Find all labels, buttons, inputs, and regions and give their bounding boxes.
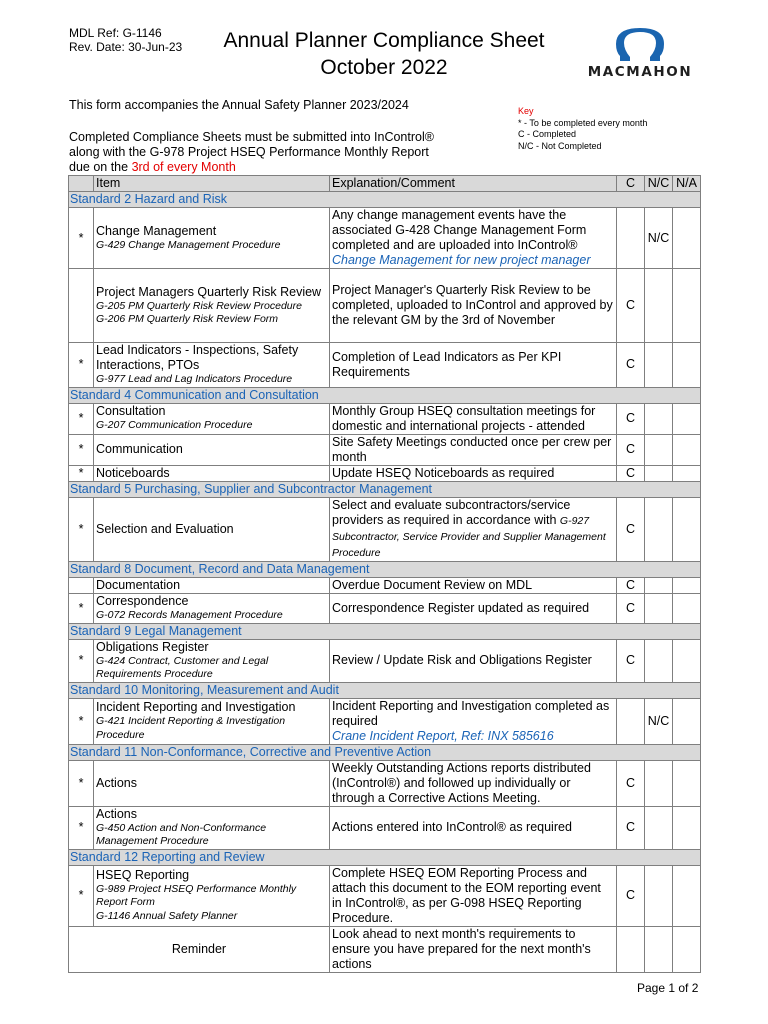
item-cell: [94, 698, 330, 744]
completed-cell[interactable]: C: [617, 269, 645, 343]
title-line-1: Annual Planner Compliance Sheet: [223, 29, 545, 52]
item-title: Noticeboards: [94, 465, 330, 481]
item-cell: [94, 343, 330, 388]
header-item: Item: [94, 176, 330, 192]
not-applicable-cell[interactable]: [673, 497, 701, 561]
monthly-marker: *: [69, 403, 94, 434]
explanation-cell: Complete HSEQ EOM Reporting Process and attach this document to the EOM reporting event in InControl®, as per G-098 HSEQ Reporting Procedure.: [330, 865, 617, 926]
item-reference: G-429 Change Management Procedure: [96, 238, 281, 251]
key-completed: C - Completed: [518, 129, 577, 139]
item-title: Actions: [96, 806, 137, 821]
due-date-emphasis: 3rd of every Month: [131, 160, 236, 174]
section-heading: Standard 9 Legal Management: [69, 623, 701, 639]
intro-line-2: Completed Compliance Sheets must be submitted into InControl®: [69, 130, 434, 144]
item-title: Incident Reporting and Investigation: [96, 700, 296, 714]
section-heading: Standard 12 Reporting and Review: [69, 849, 701, 865]
not-completed-cell[interactable]: [645, 865, 673, 926]
section-heading: Standard 2 Hazard and Risk: [69, 192, 701, 208]
monthly-marker: *: [69, 497, 94, 561]
explanation-cell: Look ahead to next month's requirements to ensure you have prepared for the next month's actions: [330, 926, 617, 972]
not-applicable-cell[interactable]: [673, 806, 701, 849]
table-row: [69, 698, 701, 744]
table-row: [69, 639, 701, 682]
explanation-cell: Overdue Document Review on MDL: [330, 577, 617, 593]
completed-cell[interactable]: C: [617, 343, 645, 388]
macmahon-logo: [578, 26, 702, 86]
not-completed-cell[interactable]: [645, 593, 673, 623]
item-title: Correspondence: [96, 593, 189, 608]
monthly-marker: *: [69, 698, 94, 744]
item-title: Communication: [94, 434, 330, 465]
item-cell: [94, 593, 330, 623]
completed-cell[interactable]: [617, 926, 645, 972]
not-applicable-cell[interactable]: [673, 269, 701, 343]
explanation-cell: Weekly Outstanding Actions reports distributed (InControl®) and followed up individually or through a Corrective Actions Meeting.: [330, 760, 617, 806]
comment-text: Crane Incident Report, Ref: INX 585616: [332, 728, 554, 743]
not-applicable-cell[interactable]: [673, 926, 701, 972]
item-cell: [94, 269, 330, 343]
not-applicable-cell[interactable]: [673, 434, 701, 465]
not-applicable-cell[interactable]: [673, 639, 701, 682]
key-star: * - To be completed every month: [518, 117, 648, 128]
not-applicable-cell[interactable]: [673, 465, 701, 481]
not-applicable-cell[interactable]: [673, 760, 701, 806]
header-explanation: Explanation/Comment: [330, 176, 617, 192]
explanation-cell: Completion of Lead Indicators as Per KPI Requirements: [330, 343, 617, 388]
item-title: Change Management: [96, 223, 217, 238]
item-title: Actions: [94, 760, 330, 806]
item-title: Obligations Register: [96, 639, 209, 654]
completed-cell[interactable]: C: [617, 806, 645, 849]
key-not-completed: N/C - Not Completed: [518, 140, 602, 151]
completed-cell[interactable]: C: [617, 865, 645, 926]
table-row: [69, 269, 701, 343]
not-applicable-cell[interactable]: [673, 593, 701, 623]
not-applicable-cell[interactable]: [673, 343, 701, 388]
monthly-marker: *: [69, 593, 94, 623]
completed-cell[interactable]: C: [617, 465, 645, 481]
item-reference: G-206 PM Quarterly Risk Review Form: [96, 313, 279, 325]
item-reference: G-207 Communication Procedure: [96, 419, 253, 432]
not-applicable-cell[interactable]: [673, 208, 701, 269]
item-cell: [94, 639, 330, 682]
table-row: [69, 465, 701, 481]
completed-cell[interactable]: C: [617, 639, 645, 682]
item-title: Consultation: [96, 404, 166, 419]
section-heading: Standard 8 Document, Record and Data Management: [69, 561, 701, 577]
completed-cell[interactable]: C: [617, 577, 645, 593]
explanation-cell: Actions entered into InControl® as required: [330, 806, 617, 849]
table-row: [69, 760, 701, 806]
compliance-table: [68, 175, 701, 973]
not-completed-cell[interactable]: [645, 465, 673, 481]
not-applicable-cell[interactable]: [673, 698, 701, 744]
section-heading: Standard 5 Purchasing, Supplier and Subcontractor Management: [69, 481, 701, 497]
completed-cell[interactable]: [617, 698, 645, 744]
not-completed-cell[interactable]: [645, 639, 673, 682]
completed-cell[interactable]: C: [617, 497, 645, 561]
item-title: HSEQ Reporting: [96, 867, 190, 882]
intro-line-4-prefix: due on the: [69, 160, 132, 174]
table-row: [69, 434, 701, 465]
explanation-text: Select and evaluate subcontractors/service providers as required in accordance with: [332, 497, 571, 527]
section-heading: Standard 10 Monitoring, Measurement and Audit: [69, 682, 701, 698]
explanation-reference: G-927 Subcontractor, Service Provider and Supplier Management Procedure: [332, 514, 606, 559]
not-completed-cell[interactable]: N/C: [645, 698, 673, 744]
item-reference: G-977 Lead and Lag Indicators Procedure: [96, 373, 293, 385]
not-completed-cell[interactable]: [645, 269, 673, 343]
legend-key: [518, 106, 647, 152]
not-completed-cell[interactable]: [645, 577, 673, 593]
revision-date: Rev. Date: 30-Jun-23: [69, 40, 183, 54]
not-completed-cell[interactable]: [645, 434, 673, 465]
section-heading: Standard 4 Communication and Consultation: [69, 387, 701, 403]
item-cell: [94, 806, 330, 849]
reminder-label: Reminder: [69, 926, 330, 972]
monthly-marker: *: [69, 208, 94, 269]
mdl-ref: MDL Ref: G-1146: [69, 26, 162, 40]
not-applicable-cell[interactable]: [673, 403, 701, 434]
explanation-text: Any change management events have the associated G-428 Change Management Form completed and are uploaded into InControl®: [332, 208, 587, 252]
explanation-cell: Review / Update Risk and Obligations Register: [330, 639, 617, 682]
not-completed-cell[interactable]: N/C: [645, 208, 673, 269]
item-reference: G-072 Records Management Procedure: [96, 608, 283, 621]
section-heading: Standard 11 Non-Conformance, Corrective and Preventive Action: [69, 744, 701, 760]
monthly-marker: *: [69, 865, 94, 926]
explanation-cell: [330, 497, 617, 561]
not-completed-cell[interactable]: [645, 806, 673, 849]
not-completed-cell[interactable]: [645, 926, 673, 972]
header-not-applicable: N/A: [673, 176, 701, 192]
explanation-text: Incident Reporting and Investigation completed as required: [332, 698, 610, 728]
monthly-marker: [69, 577, 94, 593]
not-completed-cell[interactable]: [645, 403, 673, 434]
explanation-cell: Update HSEQ Noticeboards as required: [330, 465, 617, 481]
monthly-marker: *: [69, 434, 94, 465]
monthly-marker: *: [69, 806, 94, 849]
not-applicable-cell[interactable]: [673, 865, 701, 926]
explanation-cell: Site Safety Meetings conducted once per crew per month: [330, 434, 617, 465]
explanation-cell: Correspondence Register updated as required: [330, 593, 617, 623]
item-title: Lead Indicators - Inspections, Safety Interactions, PTOs: [96, 343, 299, 372]
table-row: [69, 208, 701, 269]
completed-cell[interactable]: [617, 208, 645, 269]
item-cell: [94, 208, 330, 269]
completed-cell[interactable]: C: [617, 760, 645, 806]
not-completed-cell[interactable]: [645, 760, 673, 806]
item-reference: G-424 Contract, Customer and Legal Requirements Procedure: [96, 654, 269, 680]
page-title: [200, 27, 568, 81]
item-reference: G-421 Incident Reporting & Investigation Procedure: [96, 715, 286, 741]
table-row: [69, 343, 701, 388]
table-row: [69, 593, 701, 623]
intro-line-4: [69, 160, 236, 175]
monthly-marker: *: [69, 639, 94, 682]
item-reference: G-1146 Annual Safety Planner: [96, 909, 238, 922]
key-title: Key: [518, 106, 534, 116]
table-row: [69, 403, 701, 434]
header-not-completed: N/C: [645, 176, 673, 192]
item-title: Selection and Evaluation: [94, 497, 330, 561]
explanation-cell: [330, 698, 617, 744]
monthly-marker: *: [69, 343, 94, 388]
completed-cell[interactable]: C: [617, 593, 645, 623]
title-line-2: October 2022: [320, 56, 448, 79]
monthly-marker: *: [69, 760, 94, 806]
logo-wordmark: MACMAHON: [587, 64, 693, 80]
reminder-row: [69, 926, 701, 972]
explanation-cell: [330, 208, 617, 269]
table-row: [69, 806, 701, 849]
not-applicable-cell[interactable]: [673, 577, 701, 593]
completed-cell[interactable]: C: [617, 434, 645, 465]
item-reference: G-450 Action and Non-Conformance Management Procedure: [96, 821, 267, 847]
page-number: Page 1 of 2: [637, 981, 699, 995]
table-row: [69, 865, 701, 926]
monthly-marker: *: [69, 465, 94, 481]
explanation-cell: Project Manager's Quarterly Risk Review to be completed, uploaded to InControl and approved by the relevant GM by the 3rd of November: [330, 269, 617, 343]
document-reference: [69, 26, 182, 54]
item-cell: [94, 403, 330, 434]
comment-text: Change Management for new project manager: [332, 253, 591, 267]
item-cell: [94, 865, 330, 926]
explanation-cell: Monthly Group HSEQ consultation meetings for domestic and international projects - attended: [330, 403, 617, 434]
item-title: Documentation: [94, 577, 330, 593]
monthly-marker: [69, 269, 94, 343]
header-completed: C: [617, 176, 645, 192]
table-header-row: [69, 176, 701, 192]
intro-line-1: This form accompanies the Annual Safety Planner 2023/2024: [69, 98, 409, 112]
table-row: [69, 497, 701, 561]
not-completed-cell[interactable]: [645, 343, 673, 388]
header-star: [69, 176, 94, 192]
item-reference: G-989 Project HSEQ Performance Monthly Report Form: [96, 882, 297, 909]
completed-cell[interactable]: C: [617, 403, 645, 434]
not-completed-cell[interactable]: [645, 497, 673, 561]
intro-line-3: along with the G-978 Project HSEQ Performance Monthly Report: [69, 145, 429, 159]
item-title: Project Managers Quarterly Risk Review: [96, 284, 322, 299]
table-row: [69, 577, 701, 593]
item-reference: G-205 PM Quarterly Risk Review Procedure: [96, 299, 302, 312]
